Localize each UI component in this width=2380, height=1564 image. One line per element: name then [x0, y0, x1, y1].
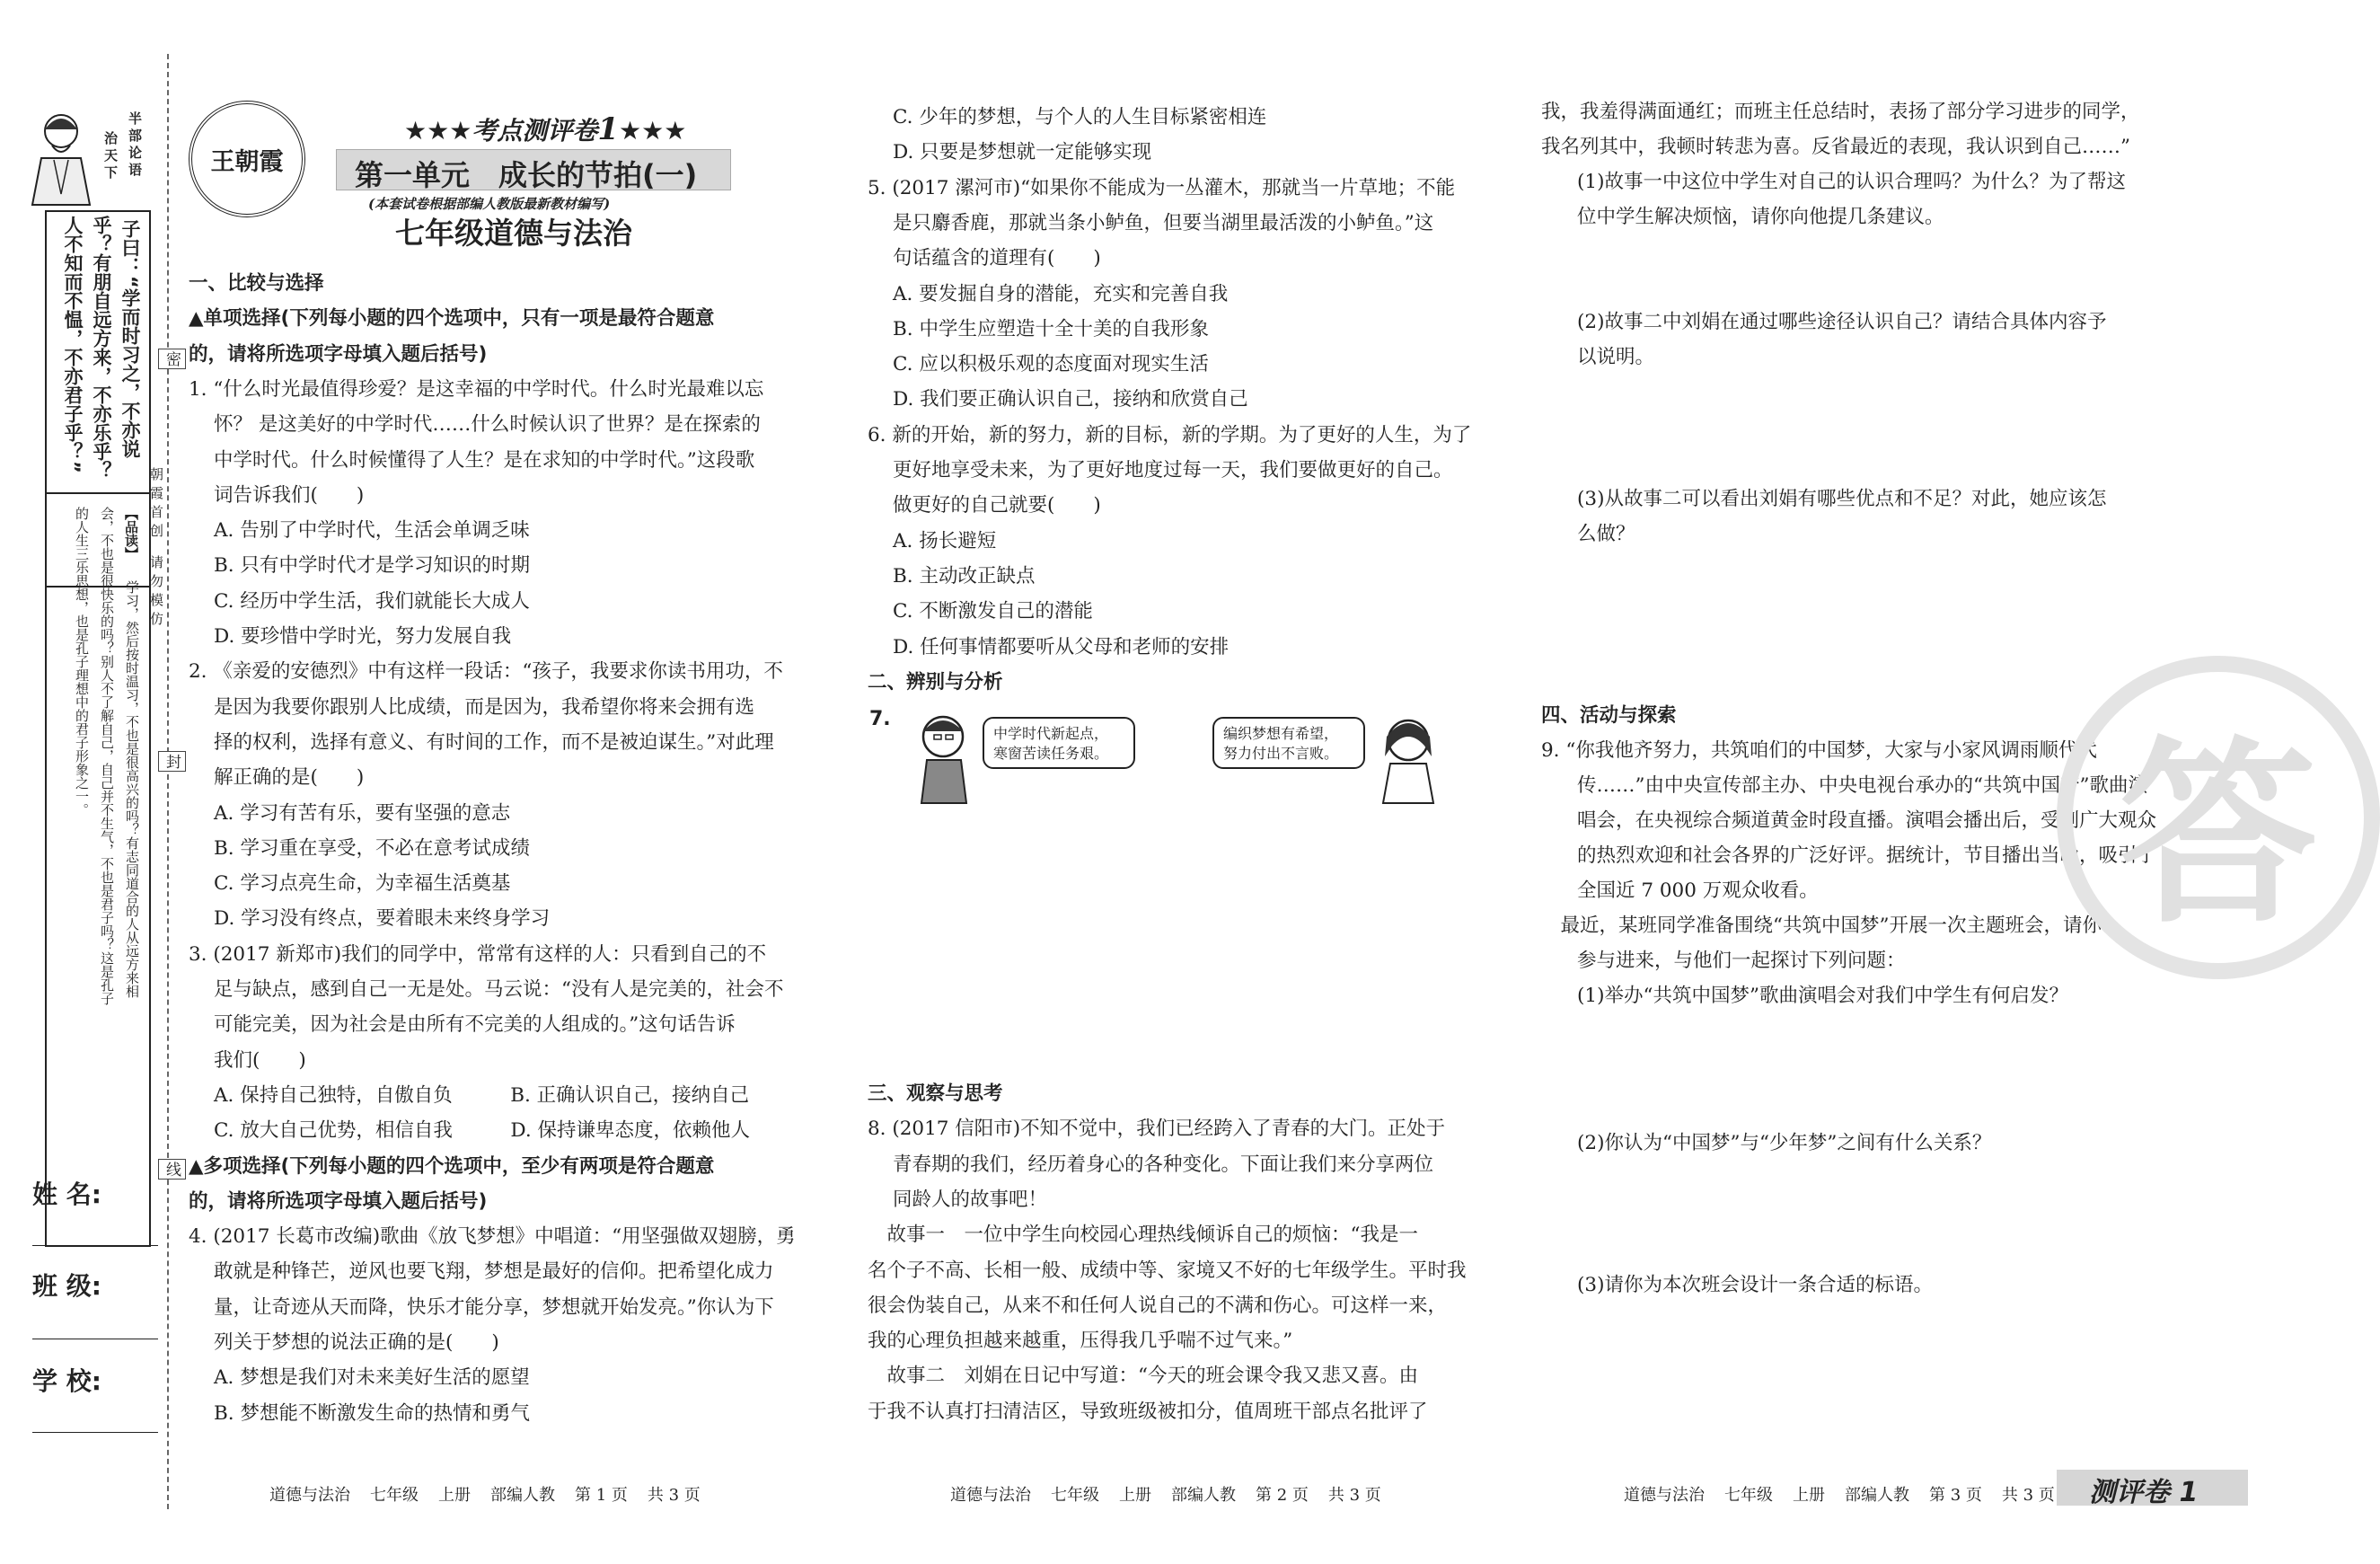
footer-edition: 部编人教	[1845, 1486, 1909, 1505]
series-number: 1	[597, 111, 619, 147]
text-line: (2)故事二中刘娟在通过哪些途径认识自己？请结合具体内容予	[1577, 311, 2107, 333]
text-line: 怀？ 是这美好的中学时代……什么时候认识了世界？是在探索的	[214, 413, 761, 437]
footer-subject: 道德与法治	[269, 1486, 350, 1505]
section-heading: ▲单项选择(下列每小题的四个选项中，只有一项是最符合题意	[189, 307, 715, 331]
text-line: 全国近 7 000 万观众收看。	[1577, 879, 1819, 902]
footer-edition: 部编人教	[490, 1486, 555, 1505]
edition-note: (本套试卷根据部编人教版最新教材编写)	[368, 196, 611, 212]
text-line: 句话蕴含的道理有( )	[893, 247, 1101, 270]
footer-subject: 道德与法治	[1624, 1486, 1705, 1505]
footer-page-1	[269, 1482, 720, 1506]
text-line: D. 任何事情都要听从父母和老师的安排	[893, 635, 1230, 658]
text-line: 5. (2017 漯河市)“如果你不能成为一丛灌木，那就当一片草地；不能	[868, 176, 1456, 199]
text-line: D. 学习没有终点，要着眼未来终身学习	[214, 907, 551, 931]
text-line: B. 梦想能不断激发生命的热情和勇气	[214, 1401, 530, 1425]
text-line: A. 梦想是我们对未来美好生活的愿望	[214, 1366, 530, 1390]
text-line: A. 学习有苦有乐，要有坚强的意志	[214, 801, 511, 825]
q7-girl-figure	[1369, 710, 1450, 809]
text-line: 3. (2017 新郑市)我们的同学中，常常有这样的人：只看到自己的不	[189, 942, 767, 966]
footer-page-no: 第 3 页	[1929, 1486, 1982, 1505]
reading-col-3: 的人生三乐思想，也是孔子理想中的君子形象之一。	[74, 507, 90, 817]
text-line: 4. (2017 长葛市改编)歌曲《放飞梦想》中唱道：“用坚强做双翅膀，勇	[189, 1225, 796, 1249]
q7-bubble-2-line-2: 努力付出不言败。	[1223, 745, 1339, 762]
text-line: 列关于梦想的说法正确的是( )	[214, 1331, 499, 1354]
text-line: (3)请你为本次班会设计一条合适的标语。	[1577, 1274, 1933, 1296]
section-heading: ▲多项选择(下列每小题的四个选项中，至少有两项是符合题意	[189, 1154, 715, 1178]
corner-tag: 测评卷 1	[2089, 1477, 2199, 1508]
reading-col-2: 会，不也是很快乐的吗？别人不了解自己，自己并不生气，不也是君子吗？这是孔子	[99, 507, 115, 1005]
footer-grade: 七年级	[370, 1486, 419, 1505]
text-line: 名个子不高、长相一般、成绩中等、家境又不好的七年级学生。平时我	[868, 1259, 1467, 1282]
name-label: 姓 名:	[32, 1180, 101, 1209]
text-line: D. 要珍惜中学时光，努力发展自我	[214, 625, 512, 648]
section-heading: 三、观察与思考	[868, 1082, 1003, 1105]
text-line: A. 告别了中学时代，生活会单调乏味	[214, 519, 530, 543]
text-line: (1)举办“共筑中国梦”歌曲演唱会对我们中学生有何启发？	[1577, 985, 2068, 1007]
footer-total-pages: 共 3 页	[647, 1486, 701, 1505]
school-field[interactable]	[32, 1432, 158, 1433]
quote-col-2: 乎？有朋自远方来，不亦乐乎？	[91, 216, 112, 480]
footer-volume: 上册	[1793, 1486, 1825, 1505]
text-line: 1. “什么时光最值得珍爱？是这幸福的中学时代。什么时光最难以忘	[189, 377, 764, 401]
text-line: 做更好的自己就要( )	[893, 494, 1101, 517]
q7-boy-figure	[907, 710, 988, 809]
fold-mark-3: 线	[158, 1159, 186, 1180]
quote-col-1: 子曰：“学而时习之，不亦说	[119, 219, 141, 458]
sidebar	[27, 104, 151, 1155]
text-line: 是因为我要你跟别人比成绩，而是因为，我希望你将来会拥有选	[214, 695, 755, 719]
footer-grade: 七年级	[1724, 1486, 1773, 1505]
text-line: B. 学习重在享受，不必在意考试成绩	[214, 836, 530, 860]
text-line: C. 经历中学生活，我们就能长大成人	[214, 589, 530, 613]
subject-title: 七年级道德与法治	[395, 216, 632, 251]
deco-text-2: 请勿模仿	[148, 555, 164, 631]
section-heading: 一、比较与选择	[189, 272, 324, 295]
text-line: (2)你认为“中国梦”与“少年梦”之间有什么关系？	[1577, 1132, 1992, 1154]
footer-edition: 部编人教	[1171, 1486, 1236, 1505]
section-heading: 二、辨别与分析	[868, 670, 1003, 694]
footer-page-no: 第 2 页	[1256, 1486, 1309, 1505]
q7-bubble-1-line-1: 中学时代新起点，	[993, 725, 1109, 742]
text-line: 青春期的我们，经历着身心的各种变化。下面让我们来分享两位	[893, 1153, 1434, 1176]
footer-page-3	[1624, 1482, 2075, 1506]
text-line: (3)从故事二可以看出刘娟有哪些优点和不足？对此，她应该怎	[1577, 488, 2107, 510]
text-line: 于我不认真打扫清洁区，导致班级被扣分，值周班干部点名批评了	[868, 1400, 1428, 1423]
footer-total-pages: 共 3 页	[2001, 1486, 2055, 1505]
text-line: 可能完美，因为社会是由所有不完美的人组成的。”这句话告诉	[214, 1013, 736, 1037]
text-line: 择的权利，选择有意义、有时间的工作，而不是被迫谋生。”对此理	[214, 730, 774, 754]
text-line: 6. 新的开始，新的努力，新的目标，新的学期。为了更好的人生，为了	[868, 423, 1472, 446]
series-title	[404, 111, 686, 147]
text-line: 参与进来，与他们一起探讨下列问题：	[1577, 950, 1906, 972]
text-line: D. 我们要正确认识自己，接纳和欣赏自己	[893, 388, 1248, 411]
watermark-text: 答	[2119, 720, 2317, 950]
text-line: 同龄人的故事吧！	[893, 1188, 1048, 1211]
stars-right-icon: ★★★	[619, 116, 687, 146]
text-line: 量，让奇迹从天而降，快乐才能分享，梦想就开始发亮。”你认为下	[214, 1295, 774, 1319]
text-line: A. 要发掘自身的潜能，充实和完善自我	[893, 282, 1229, 305]
text-line: C. 应以积极乐观的态度面对现实生活	[893, 353, 1209, 376]
text-line: 解正确的是( )	[214, 766, 365, 790]
reading-label: 【品读】	[123, 507, 139, 561]
footer-volume: 上册	[1119, 1486, 1151, 1505]
text-line: C. 学习点亮生命，为幸福生活奠基	[214, 872, 511, 896]
fold-line	[167, 54, 169, 1509]
footer-page-2	[950, 1482, 1401, 1506]
text-line: 词告诉我们( )	[214, 483, 365, 507]
text-line: B. 只有中学时代才是学习知识的时期	[214, 554, 530, 578]
class-label: 班 级:	[32, 1271, 101, 1301]
stars-left-icon: ★★★	[404, 116, 472, 146]
section-heading: 四、活动与探索	[1541, 704, 1677, 727]
unit-title: 第一单元 成长的节拍(一)	[355, 158, 698, 192]
brand-logo-text: 王朝霞	[210, 147, 284, 176]
footer-grade: 七年级	[1051, 1486, 1099, 1505]
q7-bubble-2	[1212, 717, 1365, 769]
text-line: 位中学生解决烦恼，请你向他提几条建议。	[1577, 206, 1944, 228]
q7-bubble-1	[983, 717, 1135, 769]
text-line: 敢就是种锋芒，逆风也要飞翔，梦想是最好的信仰。把希望化成力	[214, 1260, 774, 1284]
brand-logo	[189, 101, 305, 217]
q7-bubble-1-line-2: 寒窗苦读任务艰。	[993, 745, 1109, 762]
text-line: 故事二 刘娟在日记中写道：“今天的班会课令我又悲又喜。由	[868, 1365, 1418, 1388]
text-line: 么做？	[1577, 523, 1635, 545]
text-line: 更好地享受未来，为了更好地度过每一天，我们要做更好的自己。	[893, 459, 1453, 482]
text-line: C. 少年的梦想，与个人的人生目标紧密相连	[893, 106, 1267, 128]
footer-page-no: 第 1 页	[575, 1486, 628, 1505]
watermark-seal	[2057, 656, 2380, 979]
section-heading: 的，请将所选项字母填入题后括号)	[189, 342, 488, 366]
series-label: 考点测评卷	[472, 116, 598, 146]
text-line: B. 中学生应塑造十全十美的自我形象	[893, 317, 1209, 340]
text-line: B. 主动改正缺点	[893, 564, 1036, 588]
text-line: A. 扬长避短	[893, 529, 997, 552]
school-label: 学 校:	[32, 1366, 101, 1396]
text-line: 我们( )	[214, 1048, 306, 1072]
footer-total-pages: 共 3 页	[1327, 1486, 1381, 1505]
text-line: 传……”由中央宣传部主办、中央电视台承办的“共筑中国梦”歌曲演	[1577, 774, 2147, 797]
text-line: 我名列其中，我顿时转悲为喜。反省最近的表现，我认识到自己……”	[1541, 136, 2130, 158]
text-line: C. 不断激发自己的潜能	[893, 600, 1093, 623]
section-heading: 的，请将所选项字母填入题后括号)	[189, 1189, 488, 1213]
text-line: 8. (2017 信阳市)不知不觉中，我们已经跨入了青春的大门。正处于	[868, 1118, 1446, 1141]
text-line: 我的心理负担越来越重，压得我几乎喘不过气来。”	[868, 1330, 1293, 1353]
quote-col-3: 人不知而不愠，不亦君子乎？”	[62, 216, 84, 473]
q7-number: 7.	[869, 708, 891, 730]
text-line: 唱会，在央视综合频道黄金时段直播。演唱会播出后，受到广大观众	[1577, 809, 2157, 832]
text-line: 2. 《亲爱的安德烈》中有这样一段话：“孩子，我要求你读书用功，不	[189, 660, 783, 684]
text-line: A. 保持自己独特，自傲自负 B. 正确认识自己，接纳自己	[214, 1083, 750, 1107]
reading-col-1: 学习，然后按时温习，不也是很高兴的吗？有志同道合的人从远方来相	[124, 580, 140, 998]
text-line: 故事一 一位中学生向校园心理热线倾诉自己的烦恼：“我是一	[868, 1224, 1418, 1247]
fold-mark-1: 密	[158, 349, 186, 369]
text-line: D. 只要是梦想就一定能够实现	[893, 141, 1152, 164]
text-line: C. 放大自己优势，相信自我 D. 保持谦卑态度，依赖他人	[214, 1119, 750, 1143]
deco-text-1: 朝霞首创	[148, 467, 164, 543]
name-field[interactable]	[32, 1245, 158, 1246]
text-line: 的热烈欢迎和社会各界的广泛好评。据统计，节目播出当晚，吸引了	[1577, 844, 2157, 867]
text-line: 足与缺点，感到自己一无是处。马云说：“没有人是完美的，社会不	[214, 978, 784, 1001]
idiom-small: 半部论语	[127, 111, 143, 180]
text-line: 我，我羞得满面通红；而班主任总结时，表扬了部分学习进步的同学，	[1541, 101, 2140, 123]
footer-volume: 上册	[438, 1486, 471, 1505]
text-line: 中学时代。什么时候懂得了人生？是在求知的中学时代。”这段歌	[214, 448, 755, 472]
text-line: 以说明。	[1577, 346, 1655, 368]
q7-bubble-2-line-1: 编织梦想有希望，	[1223, 725, 1339, 742]
text-line: (1)故事一中这位中学生对自己的认识合理吗？为什么？为了帮这	[1577, 171, 2126, 193]
footer-subject: 道德与法治	[950, 1486, 1031, 1505]
text-line: 是只麝香鹿，那就当条小鲈鱼，但要当湖里最活泼的小鲈鱼。”这	[893, 211, 1434, 234]
text-line: 很会伪装自己，从来不和任何人说自己的不满和伤心。可这样一来，	[868, 1294, 1448, 1317]
text-line: 9. “你我他齐努力，共筑咱们的中国梦，大家与小家风调雨顺代代	[1541, 739, 2097, 762]
fold-mark-2: 封	[158, 751, 186, 772]
text-line: 最近，某班同学准备围绕“共筑中国梦”开展一次主题班会，请你	[1541, 915, 2102, 937]
idiom-small-2: 治天下	[102, 131, 119, 182]
